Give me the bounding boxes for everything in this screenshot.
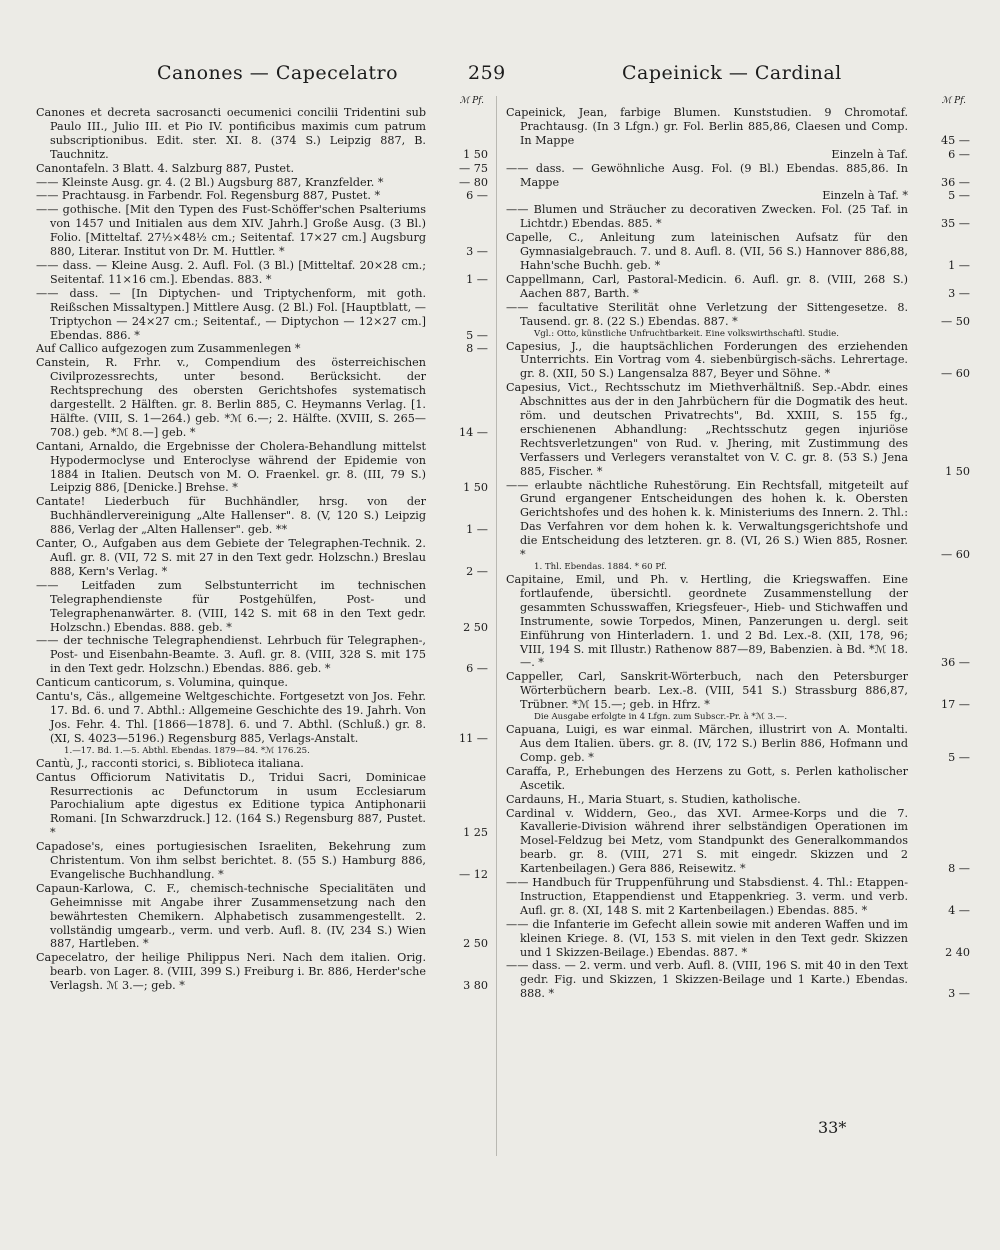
entry-price: — 60 bbox=[941, 367, 970, 381]
catalog-entry bbox=[506, 203, 970, 231]
entry-price: 5 — bbox=[948, 189, 970, 203]
catalog-entry bbox=[36, 287, 488, 343]
entry-price: 6 — bbox=[466, 189, 488, 203]
catalog-entry bbox=[506, 876, 970, 918]
entry-text: Canones et decreta sacrosancti oecumenici concilii Tridentini sub Paulo III., Julio III. et Pio IV. pontificibus maximis cum patrum subscriptionibus. Edit. ster. XI. 8. (374 S.) Leipzig 887, B. Tauchnitz. bbox=[36, 106, 426, 161]
entry-price: 17 — bbox=[941, 698, 970, 712]
entry-text: —— gothische. [Mit den Typen des Fust-Schöffer'schen Psalteriums von 1457 und Initialen aus dem XIV. Jahrh.] Große Ausg. (3 Bl.) Folio. [Mitteltaf. 27½×48½ cm.; Seitentaf. 17×27 cm.] Augsburg 880, Literar. Institut von Dr. M. Huttler. * bbox=[36, 203, 426, 259]
entry-price: 36 — bbox=[941, 656, 970, 670]
entry-price: 8 — bbox=[948, 862, 970, 876]
entry-text: Capesius, Vict., Rechtsschutz im Miethverhältniß. Sep.-Abdr. eines Abschnittes aus der in den Jahrbüchern für die Dogmatik des heut. röm. und deutschen Privatrechts", Bd. XXIII, S. 155 fg., erschienenen Abhandlung: „Rechtsschutz gegen injuriöse Rechtsverletzungen" von Rud. v. Jhering, mit Zustimmung des Verfassers und Verlegers veranstaltet von V. C. gr. 8. (53 S.) Jena 885, Fischer. * bbox=[506, 381, 908, 478]
catalog-entry bbox=[36, 176, 488, 190]
catalog-entry bbox=[36, 676, 488, 690]
entry-text: Cantù, J., racconti storici, s. Biblioteca italiana. bbox=[36, 756, 304, 770]
entry-text: Cantus Officiorum Nativitatis D., Tridui Sacri, Dominicae Resurrectionis ac Defunctorum in usum Ecclesiarum Parochialium apte digestus ex Editione typica Antiphonarii Romani. [In Schwarzdruck.] 12. (164 S.) Regensburg 887, Pustet. * bbox=[36, 770, 426, 840]
entry-price: 8 — bbox=[466, 342, 488, 356]
catalog-entry bbox=[506, 162, 970, 190]
catalog-entry bbox=[506, 381, 970, 478]
entry-text: —— erlaubte nächtliche Ruhestörung. Ein Rechtsfall, mitgeteilt auf Grund ergangener Entscheidungen des hohen k. k. Obersten Gerichtshofes und des hohen k. k. Ministeriums des Innern. 2. Thl.: Das Verfahren vor dem hohen k. k. Verwaltungsgerichtshofe und die Entscheidung des letzteren. gr. 8. (VI, 26 S.) Wien 885, Rosner. * bbox=[506, 478, 908, 562]
right-entry-list bbox=[506, 106, 970, 1001]
entry-text: —— Prachtausg. in Farbendr. Fol. Regensburg 887, Pustet. * bbox=[36, 189, 381, 203]
catalog-entry bbox=[36, 203, 488, 259]
catalog-entry bbox=[506, 959, 970, 1001]
entry-text: —— dass. — 2. verm. und verb. Aufl. 8. (VIII, 196 S. mit 40 in den Text gedr. Fig. und Skizzen, 1 Skizzen-Beilage und 1 Karte.) Ebendas. 888. * bbox=[506, 959, 908, 1001]
entry-text: Cantu's, Cäs., allgemeine Weltgeschichte. Fortgesetzt von Jos. Fehr. 17. Bd. 6. und 7. Abthl.: Allgemeine Geschichte des 19. Jahrh. Von Jos. Fehr. 4. Thl. [1866—1878]. 6. und 7. Abthl. (Schluß.) gr. 8. (XI, S. 4023—5196.) Regensburg 885, Verlags-Anstalt. bbox=[36, 690, 426, 745]
entry-text: Capadose's, eines portugiesischen Israeliten, Bekehrung zum Christentum. Von ihm selbst berichtet. 8. (55 S.) Hamburg 886, Evangelische Buchhandlung. * bbox=[36, 840, 426, 881]
entry-text: —— Kleinste Ausg. gr. 4. (2 Bl.) Augsburg 887, Kranzfelder. * bbox=[36, 175, 384, 189]
header-left-title: Canones — Capecelatro bbox=[157, 62, 399, 84]
catalog-entry bbox=[506, 793, 970, 807]
entry-text: Cantani, Arnaldo, die Ergebnisse der Cholera-Behandlung mittelst Hypodermoclyse und Enteroclyse während der Epidemie von 1884 in Italien. Deutsch von M. O. Fraenkel. gr. 8. (III, 79 S.) Leipzig 886, [Denicke.] Brehse. * bbox=[36, 439, 426, 495]
catalog-entry bbox=[506, 670, 970, 712]
catalog-entry bbox=[36, 162, 488, 176]
entry-text: Einzeln à Taf. bbox=[831, 147, 908, 161]
price-heading: ℳ Pf. bbox=[459, 96, 484, 106]
entry-text: —— dass. — [In Diptychen- und Triptychenform, mit goth. Reißschen Missaltypen.] Mittlere Ausg. (2 Bl.) Fol. [Hauptblatt, — Triptychon — 24×27 cm.; Seitentaf., — Diptychon — 12×27 cm.] Ebendas. 886. * bbox=[36, 286, 426, 342]
entry-price: — 80 bbox=[459, 175, 488, 189]
entry-price: 5 — bbox=[466, 328, 488, 342]
signature-mark: 33* bbox=[818, 1118, 847, 1137]
entry-price: — 75 bbox=[459, 161, 488, 175]
entry-text: Canter, O., Aufgaben aus dem Gebiete der Telegraphen-Technik. 2. Aufl. gr. 8. (VII, 72 S. mit 27 in den Text gedr. Holzschn.) Breslau 888, Kern's Verlag. * bbox=[36, 537, 426, 578]
entry-price: — 12 bbox=[459, 867, 488, 881]
entry-text: Canontafeln. 3 Blatt. 4. Salzburg 887, Pustet. bbox=[36, 161, 295, 175]
entry-text: Capaun-Karlowa, C. F., chemisch-technische Specialitäten und Geheimnisse mit Angabe ihrer Zusammensetzung nach den bewährtesten Chemikern. Alphabetisch zusammengestellt. 2. vollständig umgearb., verm. und verb. Aufl. 8. (IV, 234 S.) Wien 887, Hartleben. * bbox=[36, 881, 426, 951]
entry-price: 4 — bbox=[948, 903, 970, 917]
catalog-entry bbox=[36, 951, 488, 993]
entry-price: 1 25 bbox=[463, 826, 488, 840]
entry-text: —— dass. — Gewöhnliche Ausg. Fol. (9 Bl.) Ebendas. 885,86. In Mappe bbox=[506, 161, 908, 189]
catalog-entry bbox=[36, 771, 488, 841]
entry-price: — 50 bbox=[941, 314, 970, 328]
entry-text: —— der technische Telegraphendienst. Lehrbuch für Telegraphen-, Post- und Eisenbahn-Beamte. 3. Aufl. gr. 8. (VIII, 328 S. mit 175 in den Text gedr. Holzschn.) Ebendas. 886. geb. * bbox=[36, 634, 426, 676]
entry-text: —— dass. — Kleine Ausg. 2. Aufl. Fol. (3 Bl.) [Mitteltaf. 20×28 cm.; Seitentaf. 11×16 cm.]. Ebendas. 883. * bbox=[36, 258, 426, 286]
entry-text: Cardauns, H., Maria Stuart, s. Studien, katholische. bbox=[506, 792, 801, 806]
catalog-entry bbox=[506, 148, 970, 162]
entry-price: 6 — bbox=[948, 147, 970, 161]
catalog-entry bbox=[506, 479, 970, 562]
entry-text: —— facultative Sterilität ohne Verletzung der Sittengesetze. 8. Tausend. gr. 8. (22 S.) Ebendas. 887. * bbox=[506, 300, 908, 328]
catalog-entry bbox=[506, 573, 970, 670]
entry-price: — 60 bbox=[941, 548, 970, 562]
entry-price: 36 — bbox=[941, 175, 970, 189]
entry-price: 2 50 bbox=[463, 620, 488, 634]
entry-text: —— die Infanterie im Gefecht allein sowie mit anderen Waffen und im kleinen Kriege. 8. (VI, 153 S. mit vielen in den Text gedr. Skizzen und 1 Skizzen-Beilage.) Ebendas. 887. * bbox=[506, 917, 908, 959]
catalog-entry bbox=[36, 106, 488, 162]
catalog-entry bbox=[506, 807, 970, 877]
catalog-entry bbox=[36, 579, 488, 635]
entry-price: 1 — bbox=[466, 272, 488, 286]
entry-text: Cappeller, Carl, Sanskrit-Wörterbuch, nach den Petersburger Wörterbüchern bearb. Lex.-8. (VIII, 541 S.) Strassburg 886,87, Trübner. *ℳ 15.—; geb. in Hfrz. * bbox=[506, 670, 908, 712]
entry-text: Caraffa, P., Erhebungen des Herzens zu Gott, s. Perlen katholischer Ascetik. bbox=[506, 764, 908, 792]
catalog-entry bbox=[36, 259, 488, 287]
entry-price: 2 50 bbox=[463, 937, 488, 951]
left-entry-list bbox=[36, 106, 488, 993]
entry-price: 6 — bbox=[466, 662, 488, 676]
entry-price: 5 — bbox=[948, 750, 970, 764]
entry-price: 3 — bbox=[948, 286, 970, 300]
entry-price: 1 — bbox=[948, 258, 970, 272]
price-heading: ℳ Pf. bbox=[941, 96, 966, 106]
entry-note: Vgl.: Otto, künstliche Unfruchtbarkeit. Eine volkswirthschaftl. Studie. bbox=[534, 328, 839, 339]
entry-text: Auf Callico aufgezogen zum Zusammenlegen * bbox=[36, 342, 301, 356]
entry-text: Cantate! Liederbuch für Buchhändler, hrsg. von der Buchhändlervereinigung „Alte Hallenser". 8. (V, 120 S.) Leipzig 886, Verlag der „Alten Hallenser". geb. ** bbox=[36, 495, 426, 537]
column-divider bbox=[496, 96, 497, 1156]
entry-price: 2 40 bbox=[945, 945, 970, 959]
catalog-entry bbox=[36, 495, 488, 537]
entry-text: Capecelatro, der heilige Philippus Neri. Nach dem italien. Orig. bearb. von Lager. 8. (VIII, 399 S.) Freiburg i. Br. 886, Herder'sche Verlagsh. ℳ 3.—; geb. * bbox=[36, 951, 426, 993]
entry-note: Die Ausgabe erfolgte in 4 Lfgn. zum Subscr.-Pr. à *ℳ 3.—. bbox=[534, 712, 788, 723]
entry-note: 1. Thl. Ebendas. 1884. * 60 Pf. bbox=[534, 562, 667, 572]
entry-price: 3 80 bbox=[463, 979, 488, 993]
catalog-entry bbox=[506, 918, 970, 960]
entry-text: Capitaine, Emil, und Ph. v. Hertling, die Kriegswaffen. Eine fortlaufende, übersichtl. geordnete Zusammenstellung der gesammten Schusswaffen, Kriegsfeuer-, Hieb- und Stichwaffen und Instrumente, sowie Torpedos, Minen, Panzerungen u. dergl. seit Einführung von Hinterladern. 1. und 2 Bd. Lex.-8. (XII, 178, 96; VIII, 194 S. mit Illustr.) Rathenow 887—89, Babenzien. à Bd. *ℳ 18.—. * bbox=[506, 573, 908, 670]
catalog-entry bbox=[36, 440, 488, 496]
catalog-entry bbox=[506, 189, 970, 203]
entry-price: 1 50 bbox=[945, 464, 970, 478]
catalog-entry bbox=[506, 301, 970, 329]
page-number: 259 bbox=[468, 62, 506, 84]
entry-price: 1 50 bbox=[463, 481, 488, 495]
catalog-entry bbox=[36, 342, 488, 356]
entry-price: 14 — bbox=[459, 425, 488, 439]
entry-price: 45 — bbox=[941, 133, 970, 147]
catalog-entry bbox=[36, 840, 488, 882]
catalog-entry bbox=[36, 690, 488, 746]
entry-text: —— Blumen und Sträucher zu decorativen Zwecken. Fol. (25 Taf. in Lichtdr.) Ebendas. 885. * bbox=[506, 203, 908, 231]
catalog-entry bbox=[36, 537, 488, 579]
entry-note: 1.—17. Bd. 1.—5. Abthl. Ebendas. 1879—84. *ℳ 176.25. bbox=[64, 745, 310, 756]
catalog-entry bbox=[36, 356, 488, 439]
right-column bbox=[506, 96, 970, 1156]
entry-text: Canstein, R. Frhr. v., Compendium des österreichischen Civilprozessrechts, unter besond. Berücksicht. der Rechtsprechung des obersten Gerichtshofes systematisch dargestellt. 2 Hälften. gr. 8. Berlin 885, C. Heymanns Verlag. [1. Hälfte. (VIII, S. 1—264.) geb. *ℳ 6.—; 2. Hälfte. (XVIII, S. 265—708.) geb. *ℳ 8.—] geb. * bbox=[36, 356, 426, 439]
entry-text: Cappellmann, Carl, Pastoral-Medicin. 6. Aufl. gr. 8. (VIII, 268 S.) Aachen 887, Barth. * bbox=[506, 272, 908, 300]
catalog-entry bbox=[506, 231, 970, 273]
page-header bbox=[0, 62, 1000, 92]
entry-text: Canticum canticorum, s. Volumina, quinque. bbox=[36, 676, 288, 690]
entry-price: 1 50 bbox=[463, 147, 488, 161]
catalog-entry bbox=[506, 273, 970, 301]
entry-price: 11 — bbox=[459, 731, 488, 745]
left-column bbox=[36, 96, 488, 1156]
catalog-entry bbox=[36, 882, 488, 952]
entry-text: Capeinick, Jean, farbige Blumen. Kunststudien. 9 Chromotaf. Prachtausg. (In 3 Lfgn.) gr. Fol. Berlin 885,86, Claesen und Comp. In Mappe bbox=[506, 106, 908, 147]
catalog-entry bbox=[506, 106, 970, 148]
catalog-entry bbox=[36, 757, 488, 771]
entry-text: —— Leitfaden zum Selbstunterricht im technischen Telegraphendienste für Postgehülfen, Post- und Telegraphenanwärter. 8. (VIII, 142 S. mit 68 in den Text gedr. Holzschn.) Ebendas. 888. geb. * bbox=[36, 578, 426, 634]
catalog-entry bbox=[36, 634, 488, 676]
entry-text: Cardinal v. Widdern, Geo., das XVI. Armee-Korps und die 7. Kavallerie-Division während ihrer selbständigen Operationen im Mosel-Feldzug bei Metz, vom Standpunkt des Generalkommandos bearb. gr. 8. (VIII, 271 S. mit eingedr. Skizzen und 2 Kartenbeilagen.) Gera 886, Reisewitz. * bbox=[506, 806, 908, 876]
catalog-entry bbox=[506, 340, 970, 382]
entry-price: 3 — bbox=[466, 245, 488, 259]
entry-text: Capelle, C., Anleitung zum lateinischen Aufsatz für den Gymnasialgebrauch. 7. und 8. Aufl. 8. (VII, 56 S.) Hannover 886,88, Hahn'sche Buchh. geb. * bbox=[506, 231, 908, 272]
catalog-entry bbox=[506, 765, 970, 793]
entry-price: 3 — bbox=[948, 987, 970, 1001]
entry-text: Capuana, Luigi, es war einmal. Märchen, illustrirt von A. Montalti. Aus dem Italien. übers. gr. 8. (IV, 172 S.) Berlin 886, Hofmann und Comp. geb. * bbox=[506, 723, 908, 764]
header-right-title: Capeinick — Cardinal bbox=[622, 62, 842, 84]
entry-price: 35 — bbox=[941, 217, 970, 231]
entry-text: Capesius, J., die hauptsächlichen Forderungen des erziehenden Unterrichts. Ein Vortrag vom 4. siebenbürgisch-sächs. Lehrertage. gr. 8. (XII, 50 S.) Langensalza 887, Beyer und Söhne. * bbox=[506, 339, 908, 381]
catalog-entry bbox=[36, 189, 488, 203]
entry-text: Einzeln à Taf. * bbox=[822, 189, 908, 203]
entry-price: 2 — bbox=[466, 564, 488, 578]
catalog-entry bbox=[506, 723, 970, 765]
entry-price: 1 — bbox=[466, 523, 488, 537]
entry-text: —— Handbuch für Truppenführung und Stabsdienst. 4. Thl.: Etappen-Instruction, Etappendienst und Etappenkrieg. 3. verm. und verb. Aufl. gr. 8. (XI, 148 S. mit 2 Kartenbeilagen.) Ebendas. 885. * bbox=[506, 876, 908, 917]
